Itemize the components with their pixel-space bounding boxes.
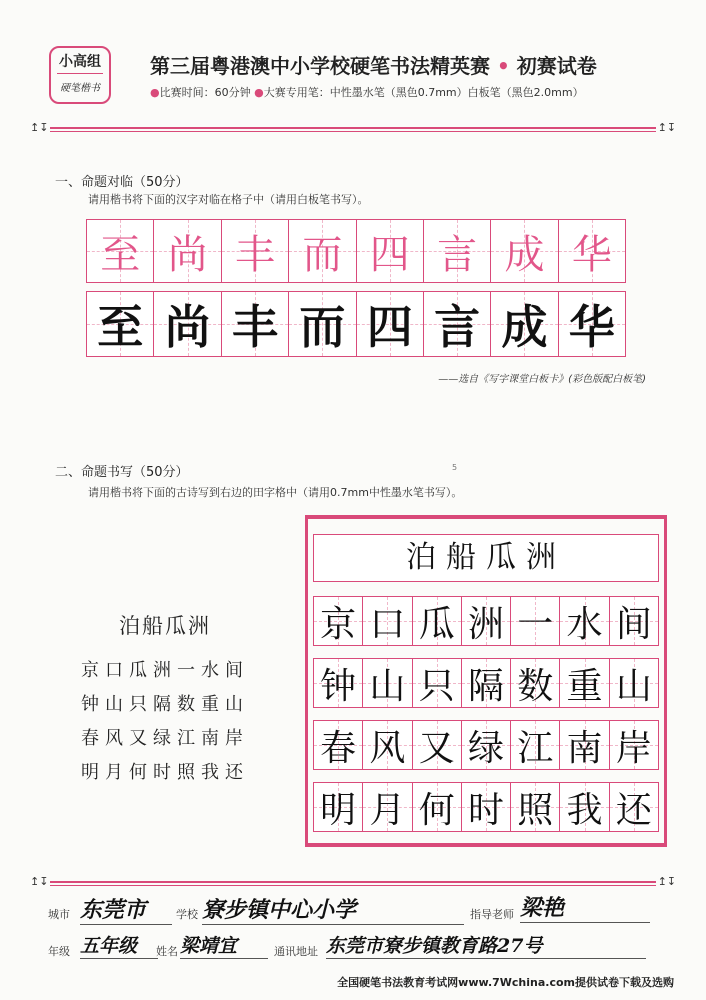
grid-cell	[314, 721, 363, 769]
grid-char: 重	[566, 665, 603, 707]
exam-pen: 大赛专用笔：中性墨水笔（黑色0.7mm）白板笔（黑色2.0mm）	[263, 86, 584, 99]
grid-char: 明	[320, 789, 357, 831]
model-char-grid	[86, 219, 626, 283]
grid-cell	[511, 597, 560, 645]
grid-cell	[154, 220, 221, 282]
grid-char: 尚	[164, 300, 211, 354]
grid-cell	[87, 292, 154, 356]
grid-cell	[424, 292, 491, 356]
bottom-divider: ↥↧ ↥↧	[30, 875, 676, 888]
title-main: 第三届粤港澳中小学校硬笔书法精英赛	[150, 54, 490, 78]
grid-char: 水	[566, 603, 603, 645]
footer-teacher-value: 梁艳	[520, 891, 650, 923]
grid-cell	[560, 783, 609, 831]
grid-char: 至	[100, 231, 141, 278]
grid-cell	[154, 292, 221, 356]
written-poem-title: 泊船瓜洲	[313, 534, 659, 582]
grid-cell	[560, 659, 609, 707]
grid-char: 钟	[320, 665, 357, 707]
written-char-grid	[86, 291, 626, 357]
grid-char: 山	[615, 665, 652, 707]
grid-cell	[462, 659, 511, 707]
grid-char: 京	[320, 603, 357, 645]
section1-instruction: 请用楷书将下面的汉字对临在格子中（请用白板笔书写）。	[88, 193, 369, 206]
grid-cell	[610, 659, 658, 707]
grid-char: 我	[566, 789, 603, 831]
grid-char: 一	[517, 603, 554, 645]
grid-cell	[559, 292, 625, 356]
grid-char: 口	[369, 603, 406, 645]
grid-cell	[560, 597, 609, 645]
grid-char: 成	[501, 300, 548, 354]
grid-char: 岸	[615, 727, 652, 769]
grid-char: 洲	[467, 603, 504, 645]
grid-cell	[413, 659, 462, 707]
written-poem-row	[313, 596, 659, 646]
footer-teacher-label: 指导老师	[470, 908, 514, 921]
grid-char: 言	[434, 300, 481, 354]
poem-reference	[60, 610, 270, 790]
grid-cell	[462, 597, 511, 645]
grid-char: 隔	[467, 665, 504, 707]
footer-name-value: 梁靖宜	[180, 931, 268, 959]
grid-cell	[357, 220, 424, 282]
grid-cell	[222, 292, 289, 356]
grid-cell	[610, 597, 658, 645]
grid-char: 春	[320, 727, 357, 769]
grid-cell	[413, 721, 462, 769]
grid-cell	[559, 220, 625, 282]
grid-char: 四	[366, 300, 413, 354]
footer-grade-value: 五年级	[80, 931, 158, 959]
source-note: ——选自《写字课堂白板卡》(彩色版配白板笔)	[438, 374, 646, 385]
grid-cell	[610, 721, 658, 769]
poem-line: 春风又绿江南岸	[81, 728, 249, 749]
footer-city-label: 城市	[48, 908, 70, 921]
grid-char: 华	[571, 231, 612, 278]
grid-cell	[363, 597, 412, 645]
footer-city-value: 东莞市	[80, 893, 172, 925]
badge-style-label: 硬笔楷书	[60, 83, 100, 94]
grid-cell	[424, 220, 491, 282]
grid-cell	[413, 597, 462, 645]
grid-char: 还	[615, 789, 652, 831]
footer-school-label: 学校	[176, 908, 198, 921]
group-badge	[49, 46, 111, 104]
grid-cell	[491, 220, 558, 282]
grid-cell	[511, 721, 560, 769]
grid-cell	[222, 220, 289, 282]
grid-char: 南	[566, 727, 603, 769]
poem-line: 京口瓜洲一水间	[81, 660, 249, 681]
grid-char: 只	[418, 665, 455, 707]
grid-cell	[511, 659, 560, 707]
grid-cell	[357, 292, 424, 356]
grid-char: 绿	[467, 727, 504, 769]
grid-char: 四	[369, 231, 410, 278]
section2-heading: 二、命题书写（50分）	[55, 465, 189, 480]
grid-char: 照	[517, 789, 554, 831]
exam-info: ●比赛时间：60分钟 ●大赛专用笔：中性墨水笔（黑色0.7mm）白板笔（黑色2.0mm）	[150, 86, 584, 99]
grid-char: 而	[302, 231, 343, 278]
grid-cell	[363, 721, 412, 769]
grid-cell	[610, 783, 658, 831]
grid-char: 月	[369, 789, 406, 831]
grid-cell	[87, 220, 154, 282]
grid-char: 尚	[167, 231, 208, 278]
footer-grade-label: 年级	[48, 945, 70, 958]
grid-cell	[491, 292, 558, 356]
section2-instruction: 请用楷书将下面的古诗写到右边的田字格中（请用0.7mm中性墨水笔书写）。	[88, 486, 463, 499]
grid-char: 丰	[234, 231, 275, 278]
written-poem-row	[313, 782, 659, 832]
grid-cell	[511, 783, 560, 831]
footer-credit: 全国硬笔书法教育考试网www.7Wchina.com提供试卷下载及选购	[337, 976, 674, 989]
badge-group-label: 小高组	[59, 54, 101, 70]
grid-cell	[560, 721, 609, 769]
grid-cell	[314, 783, 363, 831]
top-divider: ↥↧ ↥↧	[30, 121, 676, 134]
poem-line: 明月何时照我还	[81, 762, 249, 783]
written-poem-row	[313, 658, 659, 708]
grid-cell	[314, 597, 363, 645]
grid-char: 成	[504, 231, 545, 278]
footer-name-label: 姓名	[156, 945, 178, 958]
grid-cell	[363, 659, 412, 707]
poem-frame-top	[305, 515, 667, 519]
grid-char: 华	[568, 300, 615, 354]
footer-address-value: 东莞市寮步镇教育路27号	[326, 931, 646, 959]
grid-cell	[314, 659, 363, 707]
page-title	[150, 50, 597, 79]
grid-cell	[363, 783, 412, 831]
grid-cell	[462, 783, 511, 831]
grid-char: 丰	[231, 300, 278, 354]
grid-char: 又	[418, 727, 455, 769]
grid-char: 而	[299, 300, 346, 354]
grid-cell	[413, 783, 462, 831]
poem-title: 泊船瓜洲	[119, 614, 211, 638]
grid-char: 风	[369, 727, 406, 769]
grid-char: 至	[97, 300, 144, 354]
grid-char: 时	[467, 789, 504, 831]
grid-char: 何	[418, 789, 455, 831]
poem-line: 钟山只隔数重山	[81, 694, 249, 715]
section1-heading: 一、命题对临（50分）	[55, 175, 189, 190]
written-poem-row	[313, 720, 659, 770]
grid-char: 间	[615, 603, 652, 645]
page-marker: 5	[452, 463, 458, 472]
grid-char: 江	[517, 727, 554, 769]
footer-address-label: 通讯地址	[274, 945, 318, 958]
grid-char: 数	[517, 665, 554, 707]
title-sub: 初赛试卷	[516, 54, 597, 78]
exam-time: 比赛时间：60分钟	[159, 86, 251, 99]
grid-cell	[289, 220, 356, 282]
grid-char: 瓜	[418, 603, 455, 645]
grid-cell	[462, 721, 511, 769]
poem-frame-bottom	[305, 843, 667, 847]
footer-school-value: 寮步镇中心小学	[202, 893, 464, 925]
grid-char: 山	[369, 665, 406, 707]
grid-char: 言	[437, 231, 478, 278]
title-separator: •	[496, 54, 510, 78]
grid-cell	[289, 292, 356, 356]
